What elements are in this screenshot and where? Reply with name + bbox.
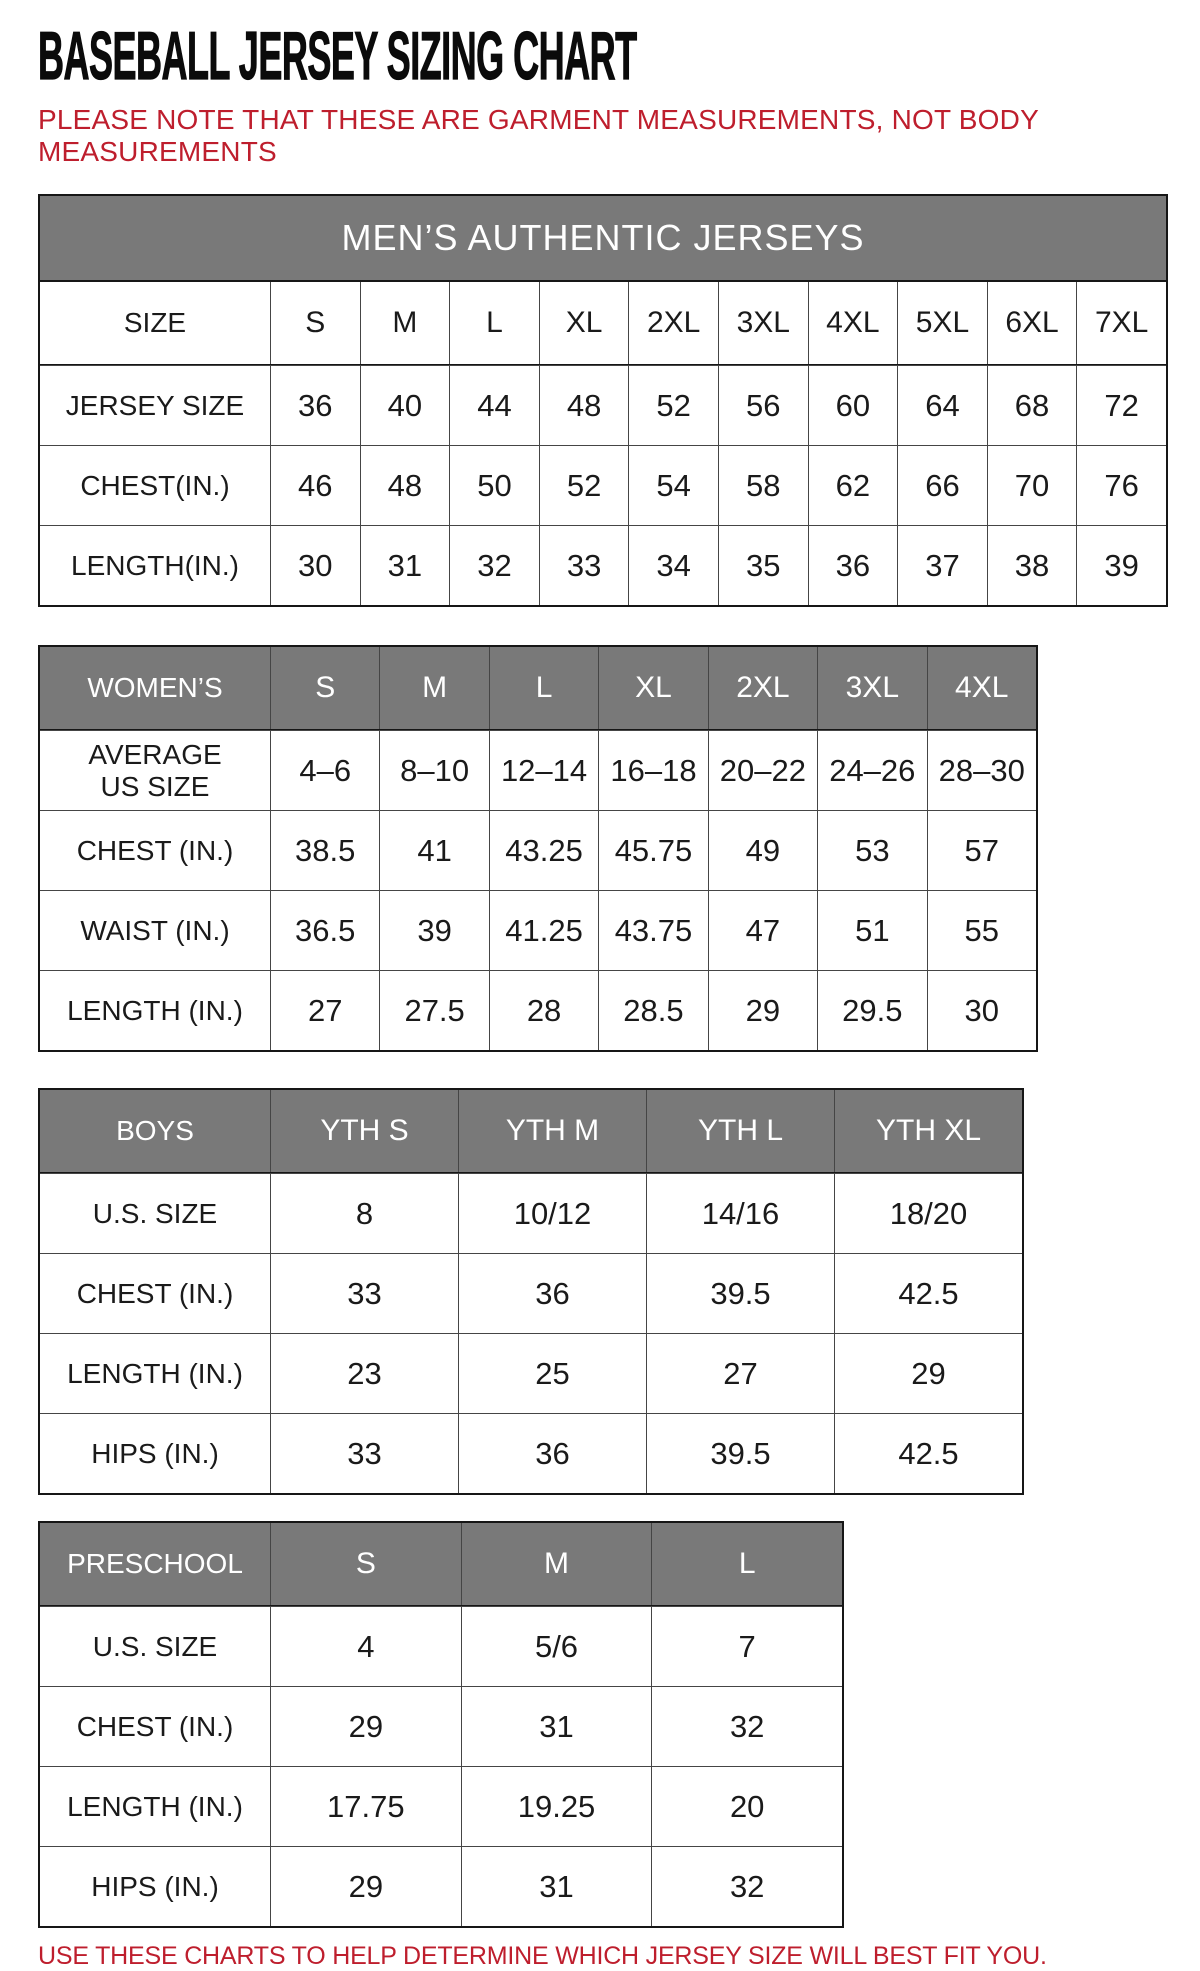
- preschool-sizing-table: [38, 1521, 844, 1928]
- womens-header-row: [40, 647, 1036, 730]
- table-cell: 43.25: [489, 811, 598, 890]
- table-cell: 46: [270, 446, 360, 525]
- table-cell: 36: [458, 1254, 646, 1333]
- footer-note: USE THESE CHARTS TO HELP DETERMINE WHICH JERSEY SIZE WILL BEST FIT YOU.: [38, 1942, 1047, 1971]
- table-cell: 58: [718, 446, 808, 525]
- table-cell: 55: [927, 891, 1036, 970]
- preschool-table-row: [40, 1846, 842, 1926]
- table-cell: 8–10: [379, 731, 488, 810]
- table-cell: 72: [1076, 366, 1166, 445]
- mens-sizing-table: [38, 194, 1168, 607]
- preschool-table-row: [40, 1766, 842, 1846]
- row-label: CHEST(IN.): [80, 469, 230, 501]
- boys-table-row: [40, 1333, 1022, 1413]
- row-label: LENGTH (IN.): [67, 1357, 243, 1389]
- table-cell: 17.75: [270, 1767, 461, 1846]
- column-header: L: [449, 282, 539, 364]
- row-label: HIPS (IN.): [91, 1437, 219, 1469]
- table-cell: 52: [628, 366, 718, 445]
- page-title: [38, 18, 1170, 94]
- table-cell: 37: [897, 526, 987, 605]
- table-cell: 29: [270, 1687, 461, 1766]
- table-cell: 39.5: [646, 1414, 834, 1493]
- sizing-chart-page: [0, 18, 1200, 1971]
- table-cell: 29: [270, 1847, 461, 1926]
- table-cell: 36: [458, 1414, 646, 1493]
- womens-corner-header: WOMEN’S: [40, 647, 270, 729]
- row-label: JERSEY SIZE: [65, 389, 245, 421]
- table-cell: 41: [379, 811, 488, 890]
- table-cell: 66: [897, 446, 987, 525]
- table-cell: 19.25: [461, 1767, 652, 1846]
- table-cell: 12–14: [489, 731, 598, 810]
- table-cell: 5/6: [461, 1607, 652, 1686]
- table-cell: 43.75: [598, 891, 707, 970]
- table-cell: 34: [628, 526, 718, 605]
- mens-header-row: [40, 282, 1166, 365]
- row-label: CHEST (IN.): [76, 834, 234, 866]
- womens-table-row: [40, 810, 1036, 890]
- preschool-table-row: [40, 1606, 842, 1686]
- column-header: 3XL: [718, 282, 808, 364]
- column-header: YTH XL: [834, 1090, 1022, 1172]
- column-header: M: [379, 647, 488, 729]
- table-cell: 4–6: [270, 731, 379, 810]
- table-cell: 33: [270, 1414, 458, 1493]
- boys-corner-header: BOYS: [40, 1090, 270, 1172]
- table-cell: 47: [708, 891, 817, 970]
- row-label: LENGTH (IN.): [67, 1790, 243, 1822]
- table-cell: 53: [817, 811, 926, 890]
- column-header: S: [270, 1523, 461, 1605]
- table-cell: 29: [708, 971, 817, 1050]
- table-cell: 32: [651, 1847, 842, 1926]
- table-cell: 70: [987, 446, 1077, 525]
- page-title-text: BASEBALL JERSEY SIZING CHART: [38, 18, 637, 94]
- table-cell: 42.5: [834, 1254, 1022, 1333]
- table-cell: 38.5: [270, 811, 379, 890]
- table-cell: 49: [708, 811, 817, 890]
- table-cell: 48: [539, 366, 629, 445]
- row-label: CHEST (IN.): [76, 1277, 234, 1309]
- table-cell: 41.25: [489, 891, 598, 970]
- table-cell: 30: [270, 526, 360, 605]
- row-label: U.S. SIZE: [92, 1197, 218, 1229]
- column-header: 2XL: [708, 647, 817, 729]
- table-cell: 33: [539, 526, 629, 605]
- boys-table-row: [40, 1173, 1022, 1253]
- table-cell: 31: [461, 1847, 652, 1926]
- table-cell: 51: [817, 891, 926, 970]
- column-header: 5XL: [897, 282, 987, 364]
- row-label: U.S. SIZE: [92, 1630, 218, 1662]
- row-label: LENGTH(IN.): [71, 549, 239, 581]
- column-header: YTH M: [458, 1090, 646, 1172]
- table-cell: 76: [1076, 446, 1166, 525]
- table-cell: 54: [628, 446, 718, 525]
- row-label: WAIST (IN.): [80, 914, 230, 946]
- womens-table-row: [40, 730, 1036, 810]
- table-cell: 62: [808, 446, 898, 525]
- row-label: CHEST (IN.): [76, 1710, 234, 1742]
- table-cell: 28–30: [927, 731, 1036, 810]
- table-cell: 16–18: [598, 731, 707, 810]
- womens-table-row: [40, 890, 1036, 970]
- mens-table-row: [40, 445, 1166, 525]
- table-cell: 35: [718, 526, 808, 605]
- table-cell: 42.5: [834, 1414, 1022, 1493]
- column-header: S: [270, 647, 379, 729]
- table-cell: 4: [270, 1607, 461, 1686]
- table-cell: 57: [927, 811, 1036, 890]
- column-header: 4XL: [808, 282, 898, 364]
- table-cell: 45.75: [598, 811, 707, 890]
- womens-table-row: [40, 970, 1036, 1050]
- mens-table-row: [40, 525, 1166, 605]
- column-header: 2XL: [628, 282, 718, 364]
- row-label: HIPS (IN.): [91, 1870, 219, 1902]
- table-cell: 20–22: [708, 731, 817, 810]
- table-cell: 60: [808, 366, 898, 445]
- table-cell: 44: [449, 366, 539, 445]
- table-cell: 20: [651, 1767, 842, 1846]
- table-cell: 30: [927, 971, 1036, 1050]
- table-cell: 31: [461, 1687, 652, 1766]
- table-cell: 31: [360, 526, 450, 605]
- table-cell: 36.5: [270, 891, 379, 970]
- table-cell: 39: [379, 891, 488, 970]
- column-header: 7XL: [1076, 282, 1166, 364]
- table-cell: 29: [834, 1334, 1022, 1413]
- column-header: L: [651, 1523, 842, 1605]
- table-cell: 68: [987, 366, 1077, 445]
- column-header: XL: [598, 647, 707, 729]
- boys-table-row: [40, 1413, 1022, 1493]
- table-cell: 8: [270, 1174, 458, 1253]
- column-header: L: [489, 647, 598, 729]
- table-cell: 32: [449, 526, 539, 605]
- table-cell: 40: [360, 366, 450, 445]
- boys-header-row: [40, 1090, 1022, 1173]
- womens-sizing-table: [38, 645, 1038, 1052]
- table-cell: 25: [458, 1334, 646, 1413]
- mens-banner: MEN’S AUTHENTIC JERSEYS: [40, 196, 1166, 282]
- table-cell: 33: [270, 1254, 458, 1333]
- table-cell: 27: [270, 971, 379, 1050]
- column-header: 4XL: [927, 647, 1036, 729]
- garment-measurements-note: PLEASE NOTE THAT THESE ARE GARMENT MEASUREMENTS, NOT BODY MEASUREMENTS: [38, 104, 1039, 168]
- table-cell: 32: [651, 1687, 842, 1766]
- table-cell: 36: [270, 366, 360, 445]
- row-label: AVERAGE US SIZE: [88, 738, 222, 802]
- table-cell: 10/12: [458, 1174, 646, 1253]
- table-cell: 38: [987, 526, 1077, 605]
- table-cell: 29.5: [817, 971, 926, 1050]
- table-cell: 14/16: [646, 1174, 834, 1253]
- column-header: 6XL: [987, 282, 1077, 364]
- table-cell: 27: [646, 1334, 834, 1413]
- table-cell: 48: [360, 446, 450, 525]
- boys-table-row: [40, 1253, 1022, 1333]
- table-cell: 52: [539, 446, 629, 525]
- table-cell: 50: [449, 446, 539, 525]
- mens-table-row: [40, 365, 1166, 445]
- table-cell: 28.5: [598, 971, 707, 1050]
- column-header: M: [360, 282, 450, 364]
- table-cell: 39: [1076, 526, 1166, 605]
- column-header: XL: [539, 282, 629, 364]
- table-cell: 56: [718, 366, 808, 445]
- boys-sizing-table: [38, 1088, 1024, 1495]
- table-cell: 36: [808, 526, 898, 605]
- mens-corner-header: SIZE: [123, 307, 187, 339]
- preschool-header-row: [40, 1523, 842, 1606]
- column-header: M: [461, 1523, 652, 1605]
- table-cell: 7: [651, 1607, 842, 1686]
- table-cell: 23: [270, 1334, 458, 1413]
- table-cell: 18/20: [834, 1174, 1022, 1253]
- preschool-table-row: [40, 1686, 842, 1766]
- column-header: 3XL: [817, 647, 926, 729]
- table-cell: 28: [489, 971, 598, 1050]
- column-header: S: [270, 282, 360, 364]
- table-cell: 24–26: [817, 731, 926, 810]
- column-header: YTH L: [646, 1090, 834, 1172]
- table-cell: 27.5: [379, 971, 488, 1050]
- table-cell: 39.5: [646, 1254, 834, 1333]
- row-label: LENGTH (IN.): [67, 994, 243, 1026]
- column-header: YTH S: [270, 1090, 458, 1172]
- table-cell: 64: [897, 366, 987, 445]
- preschool-corner-header: PRESCHOOL: [40, 1523, 270, 1605]
